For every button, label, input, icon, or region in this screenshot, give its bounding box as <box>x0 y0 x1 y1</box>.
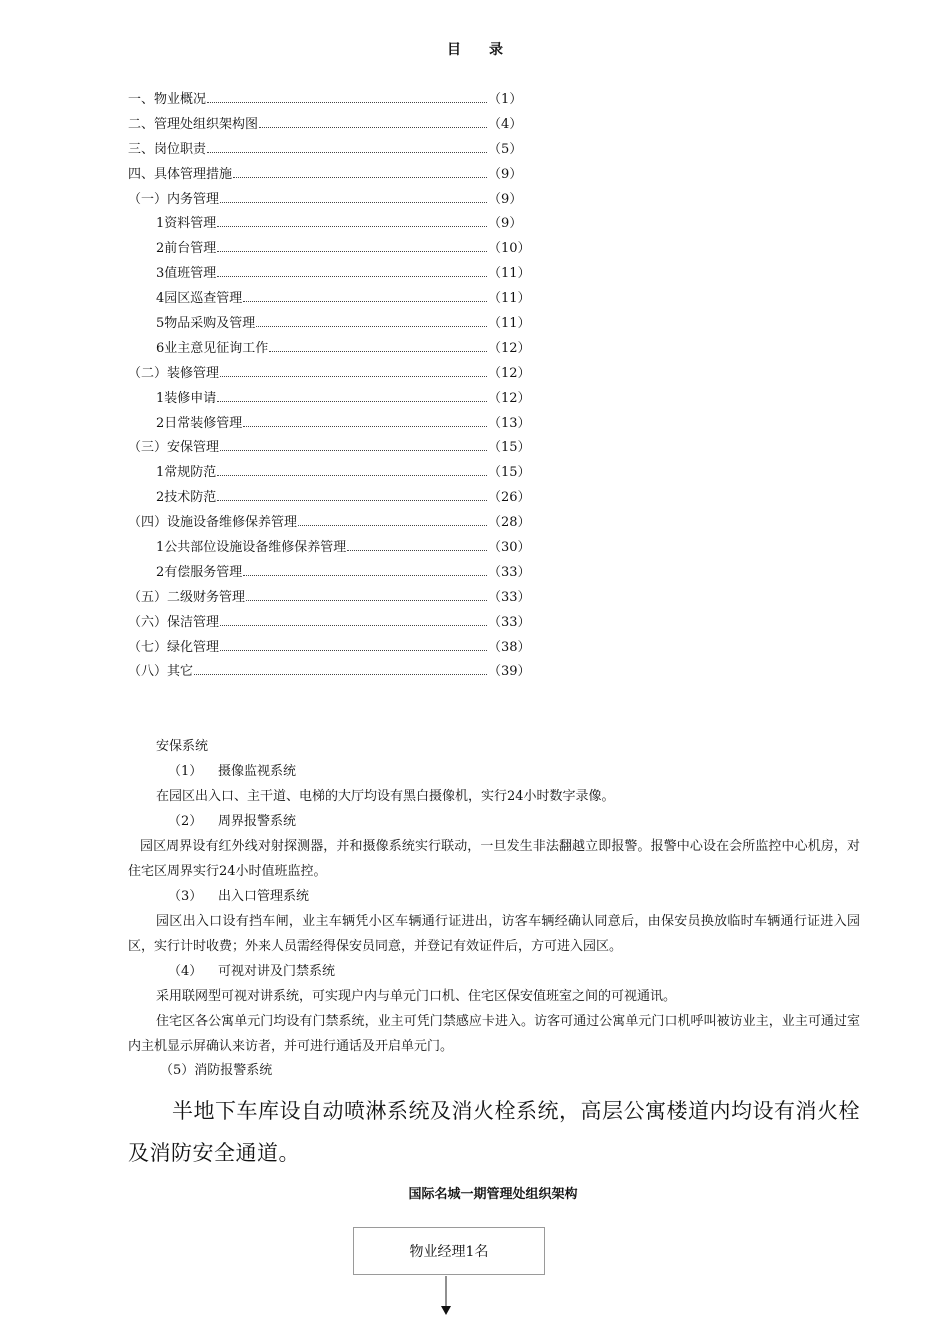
toc-dot-leader <box>347 550 487 551</box>
toc-entry[interactable] <box>128 611 531 636</box>
toc-dot-leader <box>269 351 487 352</box>
toc-page-number: （38） <box>488 639 531 655</box>
subsection-heading <box>168 885 309 909</box>
toc-entry[interactable] <box>128 212 528 237</box>
org-chart-box-manager: 物业经理1名 <box>353 1227 545 1275</box>
toc-dot-leader <box>217 276 487 277</box>
toc-dot-leader <box>217 226 487 227</box>
toc-entry-title: 一、物业概况 <box>128 92 207 107</box>
toc-entry[interactable] <box>128 362 531 387</box>
toc-page-number: （15） <box>488 440 531 456</box>
subsection-heading <box>160 1059 272 1083</box>
toc-page-number: （33） <box>488 589 531 605</box>
subsection-title: 出入口管理系统 <box>218 889 310 904</box>
toc-dot-leader <box>298 525 487 526</box>
toc-dot-leader <box>233 177 487 178</box>
toc-entry-title: （四）设施设备维修保养管理 <box>128 515 298 531</box>
toc-page-number: （11） <box>488 316 531 332</box>
toc-page-number: （15） <box>488 465 531 481</box>
subsection-heading <box>168 760 296 784</box>
toc-entry-title: （一）内务管理 <box>128 191 220 207</box>
toc-page-number: （12） <box>488 340 531 356</box>
toc-entry[interactable] <box>128 237 531 262</box>
subsection-number: （4） <box>168 964 203 979</box>
toc-entry[interactable] <box>128 586 531 611</box>
toc-entry[interactable] <box>128 88 528 113</box>
toc-page-number: （33） <box>488 564 531 580</box>
toc-entry-title: 三、岗位职责 <box>128 141 207 157</box>
page-title: 目录 <box>447 42 531 58</box>
toc-page-number: （1） <box>488 92 523 107</box>
toc-entry[interactable] <box>128 561 531 586</box>
toc-entry[interactable] <box>128 412 531 437</box>
subsection-title: 可视对讲及门禁系统 <box>218 964 336 979</box>
toc-entry[interactable] <box>128 337 531 362</box>
toc-page-number: （39） <box>488 664 531 680</box>
subsection-number: （3） <box>168 889 203 904</box>
toc-entry[interactable] <box>128 188 528 213</box>
toc-dot-leader <box>220 376 487 377</box>
toc-page-number: （11） <box>488 291 531 307</box>
org-chart-title: 国际名城一期管理处组织架构 <box>408 1187 578 1202</box>
toc-entry[interactable] <box>128 262 531 287</box>
toc-entry-title: 1常规防范 <box>156 465 217 481</box>
toc-page-number: （12） <box>488 390 531 406</box>
down-arrow-icon <box>439 1276 453 1316</box>
toc-dot-leader <box>207 102 487 103</box>
subsection-heading <box>168 960 335 984</box>
paragraph: 住宅区各公寓单元门均设有门禁系统，业主可凭门禁感应卡进入。访客可通过公寓单元门口机呼叫被访业主，业主可通过室内主机显示屏确认来访者，并可进行通话及开启单元门。 <box>128 1014 860 1054</box>
toc-page-number: （10） <box>488 241 531 257</box>
toc-dot-leader <box>217 251 487 252</box>
toc-dot-leader <box>246 600 487 601</box>
toc-dot-leader <box>217 475 487 476</box>
toc-entry[interactable] <box>128 312 531 337</box>
subsection-number: （2） <box>168 814 203 829</box>
toc-page-number: （5） <box>488 141 523 157</box>
paragraph: 采用联网型可视对讲系统，可实现户内与单元门口机、住宅区保安值班室之间的可视通讯。 <box>156 989 677 1004</box>
toc-entry-title: 6业主意见征询工作 <box>156 340 269 356</box>
toc-entry-title: 4园区巡查管理 <box>156 291 243 307</box>
toc-page-number: （9） <box>488 191 523 207</box>
toc-page-number: （30） <box>488 540 531 556</box>
toc-entry-title: 1装修申请 <box>156 390 217 406</box>
subsection-heading <box>168 810 296 834</box>
toc-entry[interactable] <box>128 536 531 561</box>
toc-page-number: （11） <box>488 266 531 282</box>
toc-entry-title: 2技术防范 <box>156 490 217 506</box>
toc-entry-title: 2前台管理 <box>156 241 217 257</box>
toc-entry-title: （八）其它 <box>128 664 194 680</box>
toc-dot-leader <box>243 301 487 302</box>
paragraph: 园区周界设有红外线对射探测器，并和摄像系统实行联动，一旦发生非法翻越立即报警。报警中心设在会所监控中心机房，对住宅区周界实行24小时值班监控。 <box>128 839 860 879</box>
toc-entry[interactable] <box>128 461 531 486</box>
toc-entry[interactable] <box>128 163 528 188</box>
paragraph: 园区出入口设有挡车闸，业主车辆凭小区车辆通行证进出，访客车辆经确认同意后，由保安员换放临时车辆通行证进入园区，实行计时收费；外来人员需经得保安员同意，并登记有效证件后，方可进入园区。 <box>128 914 860 954</box>
toc-entry-title: 1公共部位设施设备维修保养管理 <box>156 540 347 556</box>
toc-dot-leader <box>207 152 487 153</box>
toc-entry[interactable] <box>128 636 531 661</box>
toc-entry-title: （五）二级财务管理 <box>128 589 246 605</box>
toc-dot-leader <box>220 650 487 651</box>
subsection-number: （1） <box>168 764 203 779</box>
toc-entry[interactable] <box>128 138 528 163</box>
toc-page-number: （33） <box>488 614 531 630</box>
toc-page-number: （28） <box>488 515 531 531</box>
subsection-title: 消防报警系统 <box>194 1063 273 1078</box>
toc-entry[interactable] <box>128 387 531 412</box>
toc-entry-title: 四、具体管理措施 <box>128 166 233 182</box>
toc-dot-leader <box>217 401 487 402</box>
toc-entry-title: 2日常装修管理 <box>156 415 243 431</box>
toc-dot-leader <box>256 326 487 327</box>
toc-dot-leader <box>220 202 487 203</box>
toc-dot-leader <box>259 127 487 128</box>
toc-entry-title: 5物品采购及管理 <box>156 316 256 332</box>
toc-page-number: （9） <box>488 216 523 232</box>
toc-entry-title: 二、管理处组织架构图 <box>128 116 259 132</box>
toc-dot-leader <box>220 625 487 626</box>
toc-dot-leader <box>217 500 487 501</box>
toc-entry[interactable] <box>128 113 528 138</box>
toc-entry-title: （三）安保管理 <box>128 440 220 456</box>
toc-dot-leader <box>220 450 487 451</box>
toc-entry[interactable] <box>128 436 531 461</box>
toc-entry-title: 3值班管理 <box>156 266 217 282</box>
large-paragraph: 半地下车库设自动喷淋系统及消火栓系统，高层公寓楼道内均设有消火栓及消防安全通道。 <box>128 1099 860 1165</box>
toc-page-number: （9） <box>488 166 523 182</box>
toc-entry[interactable] <box>128 287 531 312</box>
toc-entry-title: 2有偿服务管理 <box>156 564 243 580</box>
toc-dot-leader <box>243 426 487 427</box>
toc-entry-title: （六）保洁管理 <box>128 614 220 630</box>
paragraph: 在园区出入口、主干道、电梯的大厅均设有黑白摄像机，实行24小时数字录像。 <box>156 789 615 804</box>
toc-entry[interactable] <box>128 660 531 685</box>
toc-entry[interactable] <box>128 511 531 536</box>
toc-page-number: （4） <box>488 116 523 132</box>
subsection-number: （5） <box>160 1063 195 1078</box>
toc-dot-leader <box>194 674 487 675</box>
toc-page-number: （26） <box>488 490 531 506</box>
subsection-title: 摄像监视系统 <box>218 764 297 779</box>
toc-page-number: （12） <box>488 365 531 381</box>
toc-entry-title: 1资料管理 <box>156 216 217 232</box>
section-heading: 安保系统 <box>156 739 209 754</box>
toc-page-number: （13） <box>488 415 531 431</box>
toc-entry-title: （二）装修管理 <box>128 365 220 381</box>
toc-entry[interactable] <box>128 486 531 511</box>
toc-entry-title: （七）绿化管理 <box>128 639 220 655</box>
subsection-title: 周界报警系统 <box>218 814 297 829</box>
table-of-contents <box>128 88 531 685</box>
toc-dot-leader <box>243 575 487 576</box>
